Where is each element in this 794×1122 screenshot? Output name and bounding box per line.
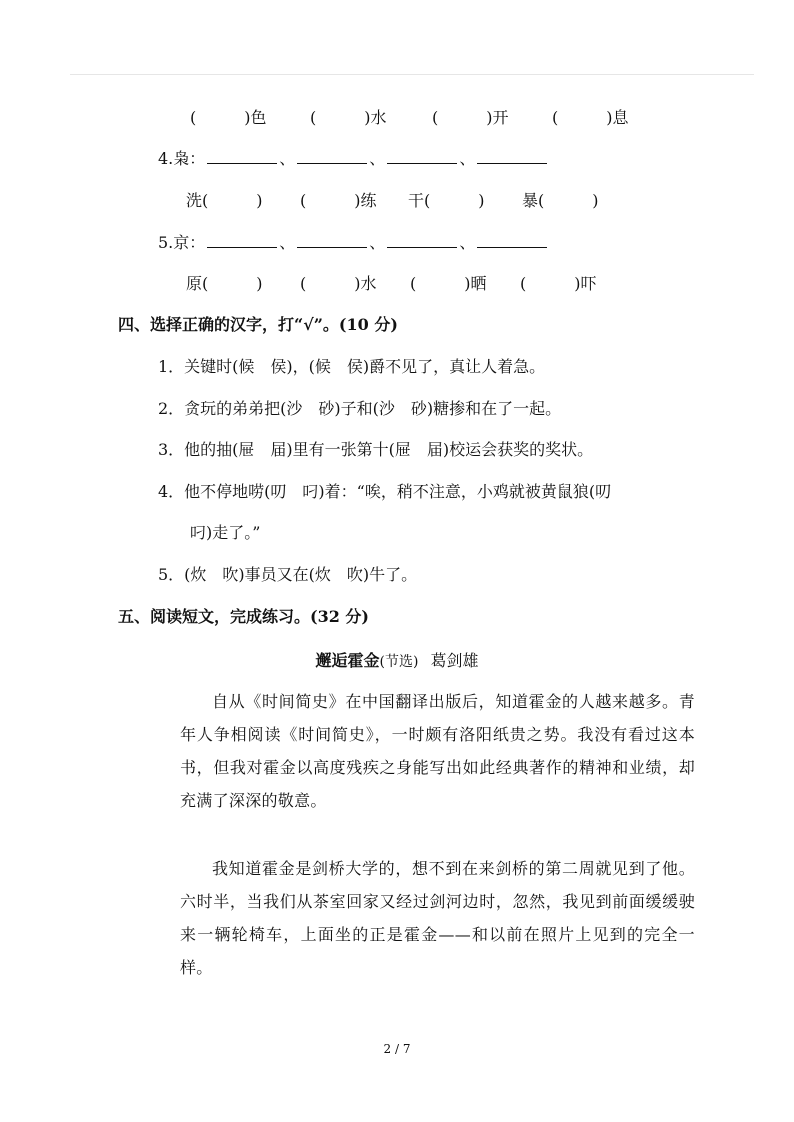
answer-blank[interactable]	[477, 233, 547, 248]
passage-title-text: 邂逅霍金	[315, 651, 380, 670]
blank-item: ( )开	[432, 108, 509, 127]
answer-blank[interactable]	[387, 149, 457, 164]
blank-item: 洗( )	[186, 191, 263, 210]
answer-blank[interactable]	[297, 233, 367, 248]
blank-item: ( )水	[310, 108, 387, 127]
question-item: 5．(炊 吹)事员又在(炊 吹)牛了。	[158, 565, 418, 584]
passage-paragraph: 自从《时间简史》在中国翻译出版后，知道霍金的人越来越多。青年人争相阅读《时间简史》，一时颇有洛阳纸贵之势。我没有看过这本书，但我对霍金以高度残疾之身能写出如此经典著作的精神和业绩，却充满了深深的敬意。	[180, 692, 695, 810]
section-5-title: 五、阅读短文，完成练习。(32 分)	[118, 607, 369, 626]
passage-title	[0, 648, 794, 671]
separator: 、	[279, 149, 296, 168]
question-label: 4.枭：	[158, 149, 206, 168]
separator: 、	[369, 149, 386, 168]
blank-item: ( )息	[552, 108, 629, 127]
question-5-line	[158, 232, 549, 254]
blank-item: ( )水	[300, 274, 377, 293]
blank-item: ( )晒	[410, 274, 487, 293]
blank-item: 原( )	[186, 274, 263, 293]
question-4-line	[158, 148, 549, 170]
question-item-continued: 叼)走了。”	[190, 523, 261, 542]
question-item: 2．贪玩的弟弟把(沙 砂)子和(沙 砂)糖掺和在了一起。	[158, 399, 562, 418]
answer-blank[interactable]	[297, 149, 367, 164]
blank-item: ( )色	[190, 108, 267, 127]
passage-paragraph: 我知道霍金是剑桥大学的，想不到在来剑桥的第二周就见到了他。六时半，当我们从茶室回家又经过剑河边时，忽然，我见到前面缓缓驶来一辆轮椅车，上面坐的正是霍金——和以前在照片上见到的完全一样。	[180, 859, 695, 977]
blank-item: ( )练	[300, 191, 377, 210]
question-item: 3．他的抽(屉 届)里有一张第十(屉 届)校运会获奖的奖状。	[158, 440, 594, 459]
blank-item: ( )吓	[520, 274, 597, 293]
page-number: 2 / 7	[383, 1042, 411, 1056]
separator: 、	[459, 233, 476, 252]
question-label: 5.京：	[158, 233, 206, 252]
passage-title-note: (节选)	[379, 654, 419, 670]
blank-item: 干( )	[408, 191, 485, 210]
answer-blank[interactable]	[387, 233, 457, 248]
blank-item: 暴( )	[522, 191, 599, 210]
passage-author: 葛剑雄	[430, 651, 479, 670]
question-item: 4．他不停地唠(叨 叼)着：“唉，稍不注意，小鸡就被黄鼠狼(叨	[158, 482, 612, 501]
answer-blank[interactable]	[477, 149, 547, 164]
separator: 、	[279, 233, 296, 252]
header-rule	[70, 74, 754, 75]
separator: 、	[369, 233, 386, 252]
question-item: 1．关键时(候 侯)，(候 侯)爵不见了，真让人着急。	[158, 357, 546, 376]
separator: 、	[459, 149, 476, 168]
answer-blank[interactable]	[207, 233, 277, 248]
section-4-title: 四、选择正确的汉字，打“√”。(10 分)	[118, 315, 398, 334]
answer-blank[interactable]	[207, 149, 277, 164]
